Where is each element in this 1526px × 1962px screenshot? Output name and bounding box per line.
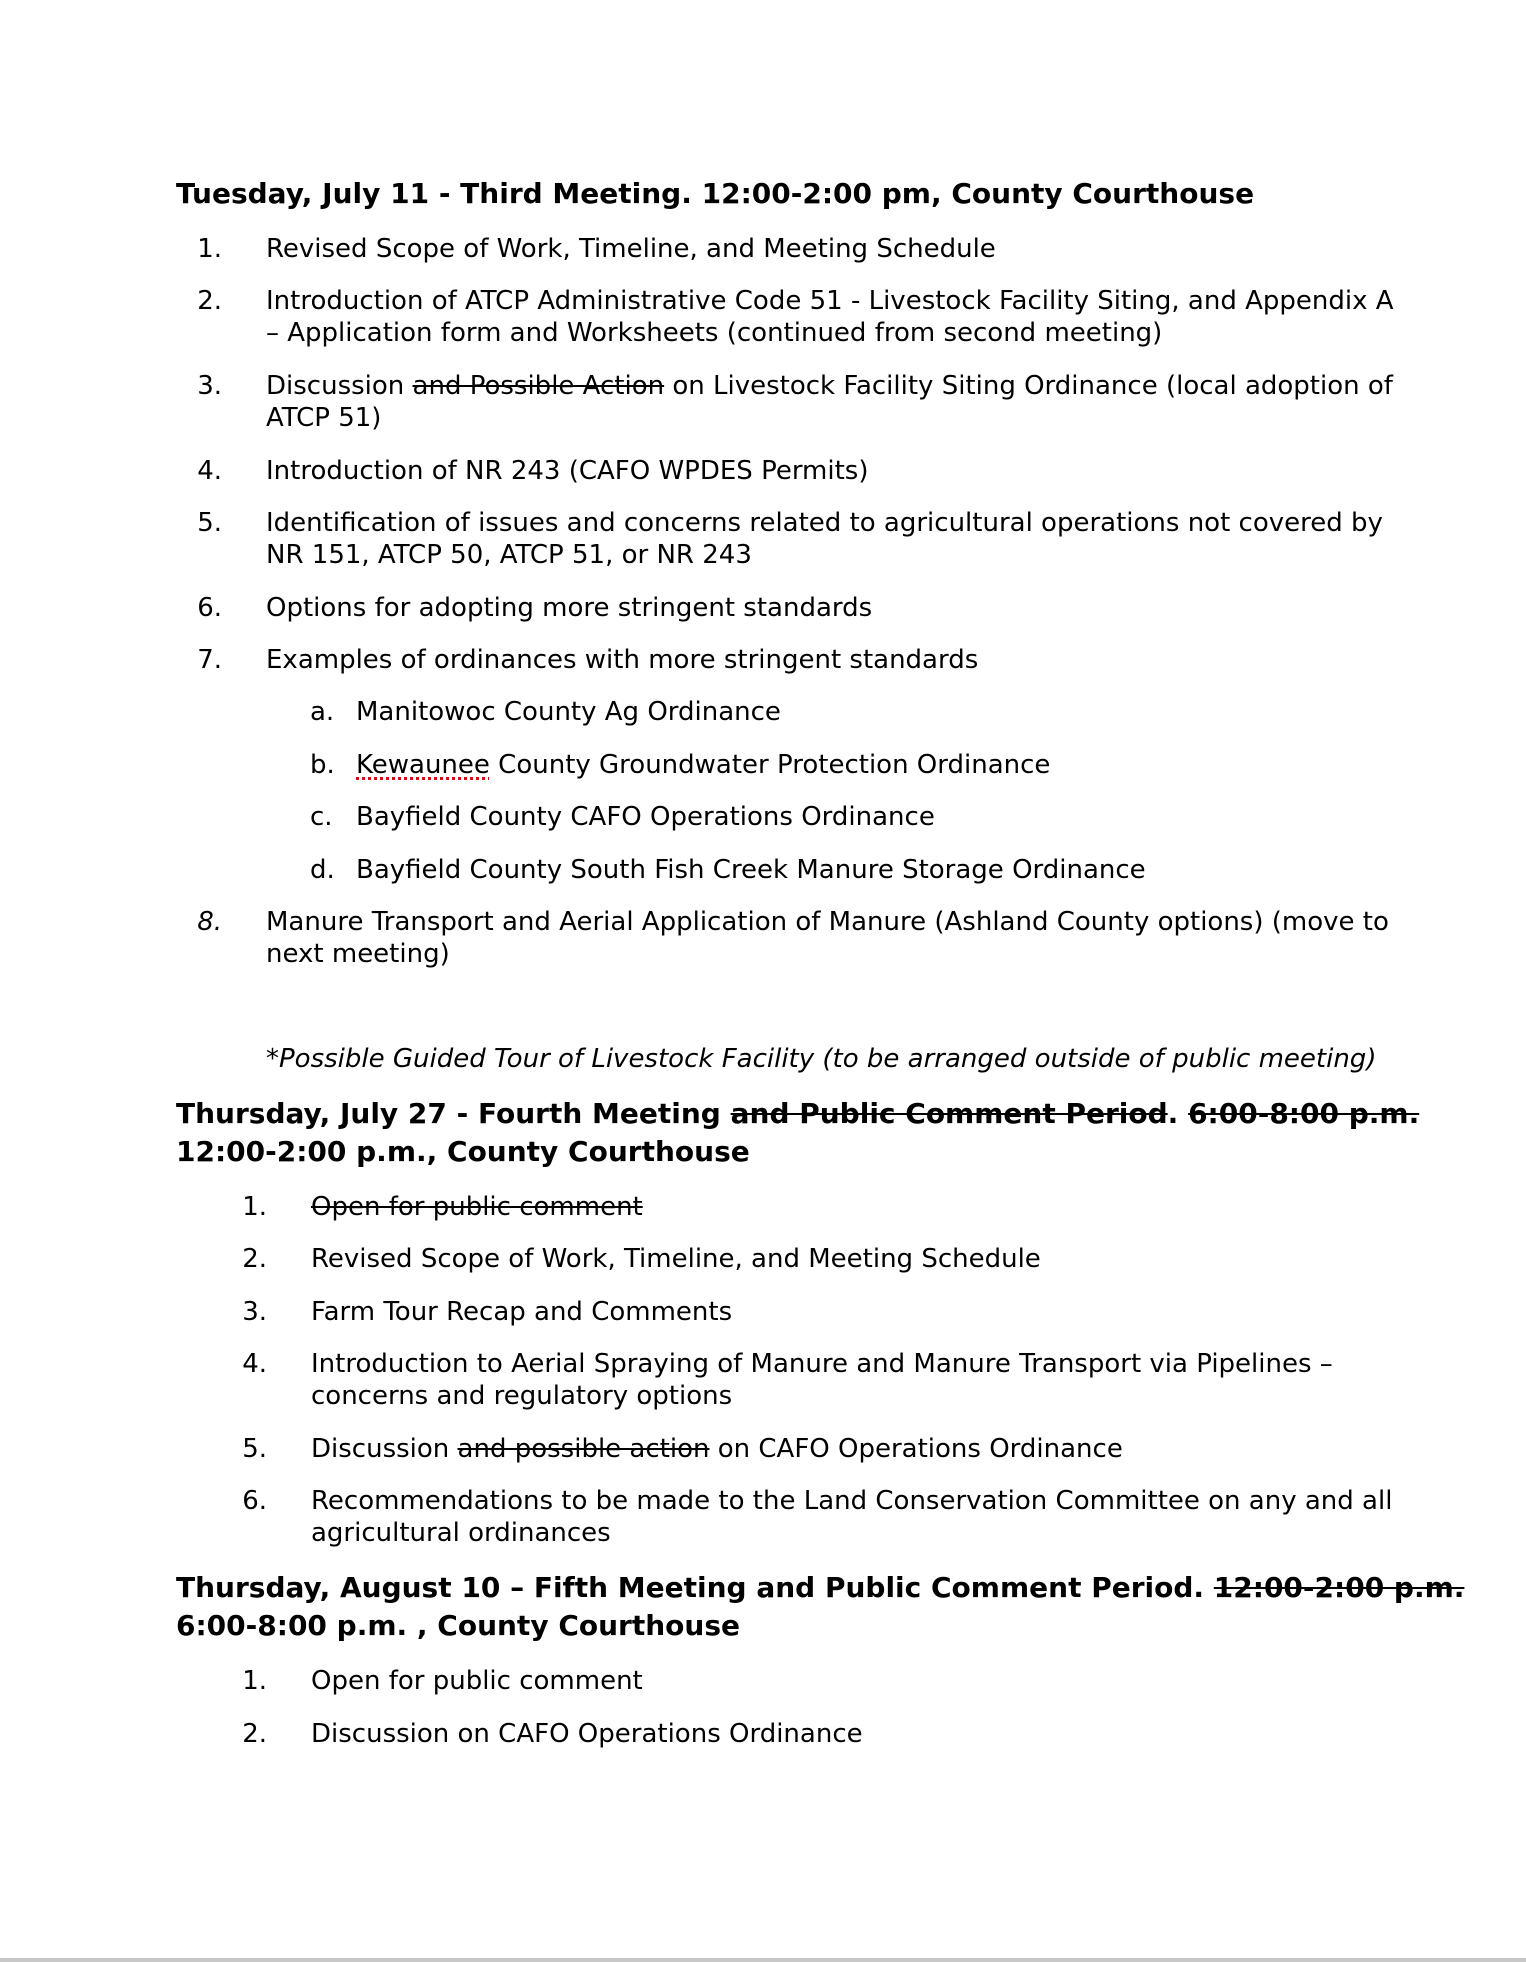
item-text: Options for adopting more stringent standards: [266, 593, 873, 623]
item-text-pre: Discussion: [266, 371, 413, 401]
item-text-post: on Livestock Facility Siting Ordinance (local adoption of: [664, 371, 1393, 401]
struck-text: and possible action: [457, 1434, 710, 1464]
meeting3-heading: Tuesday, July 11 - Third Meeting. 12:00-2:00 pm, County Courthouse: [176, 177, 1255, 210]
item-text: Bayfield County CAFO Operations Ordinance: [356, 802, 935, 832]
item-number: 4.: [197, 456, 222, 486]
item-text: Bayfield County South Fish Creek Manure Storage Ordinance: [356, 855, 1146, 885]
item-text: Introduction to Aerial Spraying of Manure and Manure Transport via Pipelines –: [311, 1349, 1333, 1379]
item-text: concerns and regulatory options: [311, 1381, 733, 1411]
item-text-post: on CAFO Operations Ordinance: [709, 1434, 1123, 1464]
meeting4-heading: [176, 1095, 1419, 1133]
heading-text: Thursday, August 10 – Fifth Meeting and Public Comment Period.: [176, 1571, 1214, 1604]
item-letter: c.: [310, 802, 333, 832]
item-text: [311, 1433, 1123, 1465]
item-text: Identification of issues and concerns related to agricultural operations not covered by: [266, 508, 1383, 538]
item-text: ATCP 51): [266, 403, 382, 433]
item-text: NR 151, ATCP 50, ATCP 51, or NR 243: [266, 540, 752, 570]
struck-text: 6:00-8:00 p.m.: [1188, 1097, 1420, 1130]
item-letter: a.: [310, 697, 335, 727]
item-text: Discussion on CAFO Operations Ordinance: [311, 1719, 863, 1749]
item-number: 1.: [242, 1666, 267, 1696]
item-text: Farm Tour Recap and Comments: [311, 1297, 733, 1327]
item-text: Introduction of ATCP Administrative Code 51 - Livestock Facility Siting, and Appendix A: [266, 286, 1394, 316]
item-number: 3.: [197, 371, 222, 401]
item-text: Manitowoc County Ag Ordinance: [356, 697, 781, 727]
item-number: 1.: [242, 1192, 267, 1222]
meeting4-heading-line2: 12:00-2:00 p.m., County Courthouse: [176, 1135, 750, 1168]
item-text: Open for public comment: [311, 1666, 643, 1696]
item-text: Introduction of NR 243 (CAFO WPDES Permits): [266, 456, 869, 486]
item-text: Revised Scope of Work, Timeline, and Meeting Schedule: [266, 234, 996, 264]
item-number: 5.: [242, 1434, 267, 1464]
spellcheck-flagged-word: Kewaunee: [356, 750, 490, 780]
struck-text: Open for public comment: [311, 1192, 643, 1222]
heading-text: .: [1167, 1097, 1189, 1130]
item-text-pre: Discussion: [311, 1434, 458, 1464]
item-text: [266, 370, 1393, 402]
item-text: agricultural ordinances: [311, 1518, 611, 1548]
item-number: 2.: [242, 1719, 267, 1749]
item-number: 1.: [197, 234, 222, 264]
item-text: Manure Transport and Aerial Application of Manure (Ashland County options) (move to: [266, 907, 1389, 937]
item-text: Examples of ordinances with more stringent standards: [266, 645, 979, 675]
item-text: [356, 749, 1050, 781]
tour-note: *Possible Guided Tour of Livestock Facility (to be arranged outside of public meeting): [266, 1044, 1377, 1074]
meeting5-heading: [176, 1569, 1464, 1607]
item-number: 6.: [197, 593, 222, 623]
item-text: Recommendations to be made to the Land Conservation Committee on any and all: [311, 1486, 1393, 1516]
item-number: 2.: [197, 286, 222, 316]
struck-text: and Public Comment Period: [730, 1097, 1168, 1130]
struck-text: 12:00-2:00 p.m.: [1213, 1571, 1465, 1604]
item-text: – Application form and Worksheets (continued from second meeting): [266, 318, 1163, 348]
struck-text: and Possible Action: [412, 371, 665, 401]
item-number: 6.: [242, 1486, 267, 1516]
item-number: 8.: [197, 907, 222, 937]
item-number: 4.: [242, 1349, 267, 1379]
heading-text: Thursday, July 27 - Fourth Meeting: [176, 1097, 731, 1130]
item-number: 2.: [242, 1244, 267, 1274]
item-number: 5.: [197, 508, 222, 538]
item-text: Revised Scope of Work, Timeline, and Meeting Schedule: [311, 1244, 1041, 1274]
item-letter: b.: [310, 750, 335, 780]
item-text-rest: County Groundwater Protection Ordinance: [489, 750, 1051, 780]
item-text: next meeting): [266, 939, 450, 969]
item-letter: d.: [310, 855, 335, 885]
meeting5-heading-line2: 6:00-8:00 p.m. , County Courthouse: [176, 1609, 740, 1642]
item-number: 7.: [197, 645, 222, 675]
page-bottom-edge: [0, 1958, 1526, 1962]
item-number: 3.: [242, 1297, 267, 1327]
